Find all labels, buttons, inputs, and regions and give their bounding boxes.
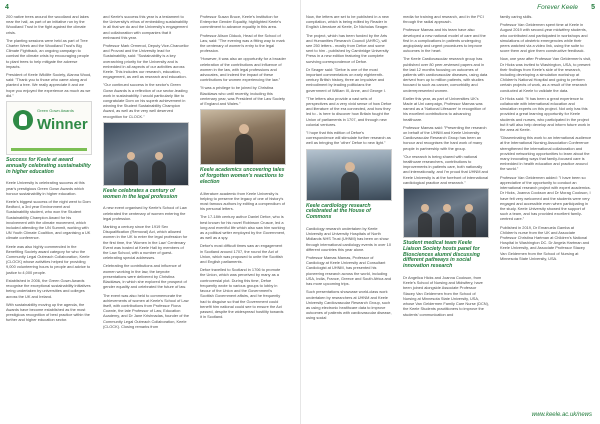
group-photo [403, 188, 489, 238]
paragraph: Established in 2006, the Green Gown Awards recognise the exceptional sustainability initiatives being undertaken by universities and colleges across the UK and Ireland. [6, 277, 91, 299]
tree-logo-icon [13, 110, 33, 130]
paragraph: Professor Alison Diduck, Head of the School of Law, said: "The evening was a fitting way to mark the centenary of women's entry to the legal profession. [200, 32, 285, 54]
paragraph: President of Keele Wildlife Society, Alanna Wood, said: "Thank you to those who came along and planted a tree. We really appreciate it and we hope you enjoyed the experience as much as we did." [6, 72, 92, 98]
paragraph: Professor Mamas and his team have also developed a new national model of care and the first in a complications in patients undergoing angioplasty and urgent procedures to improve outcomes in the heart. [403, 27, 486, 54]
article-headline: Keele celebrates a century of women in the legal profession [103, 187, 178, 200]
paragraph: A new event organised by Keele's School of Law celebrated the centenary of women entering the legal profession. [103, 205, 187, 221]
paragraph: and Keele's success this year is a testament to the University's ethos of embedding sustainability in all that we do and the University's engagement and collaboration with companies that it embraced this year. [103, 14, 188, 40]
column-3 [200, 14, 286, 322]
paragraph: Professor Mark Ormerod, Deputy Vice-Chancellor and Provost and the University lead for Sustainability, said: "Sustainability is a key overarching priority for the University and is embedded in all aspects of our activities across Keele. This includes our research, education, engagement, as well as research and education. [103, 43, 189, 80]
paragraph: "However, it was also an opportunity for a broader celebration of the contributions and influence of women in the law, with legal professions and advocates, and indeed the impact of these contributions for women experiencing the law." [200, 56, 286, 83]
paragraph: Such presentations showcase world-class work undertaken by researchers at UHNM and Keele University Cardiovascular Research Group, such as using electronic healthcare data to improve outcomes of patients with cardiovascular disease, using social [306, 289, 392, 321]
column-6 [500, 14, 592, 264]
paragraph: With sustainability moving up the agenda, the Awards have become established as the most prestigious recognition of best practice within the further and higher education sector. [6, 301, 90, 323]
paragraph: Keele University is celebrating success at this year's prestigious Green Gown Awards which honour sustainability in higher education. [6, 180, 85, 196]
paragraph: The Keele Cardiovascular research group has published over 80 peer-reviewed papers and in the last 12 months focusing on outcomes of patients with cardiovascular diseases, using data derived from up to million patients, with studies focused to such as cancer, comorbidity and underrepresented women. [403, 56, 488, 93]
paragraph: The project, which has been funded by the Arts and Humanities Research Council (AHRC), will see 250 letters - mostly from Defoe and some sent to him - published by Cambridge University Press in a new edition featuring the complete surviving correspondence of Defoe. [306, 32, 389, 64]
paragraph: Professor Mamas Mamas, Professor of Cardiology at Keele University and Consultant Cardiologist at UHNM, has presented his pioneering research across the world, including USA, India, France, Greece and South Africa and has more upcoming trips. [306, 255, 391, 287]
person-silhouette [124, 161, 138, 185]
article-headline: Student medical team Keele Liaison Society hosts panel for Biosciences alumni discussing different pathways in social innovation research [403, 240, 480, 270]
paragraph: Dr Hicks said: "It has been a great experience to collaborate with international education and simulation experts on this project. Not only has this provided a great learning opportunity for Keele students and nurses, who participated in the project but it will also help develop and inform future work in the area at Keele. [500, 95, 591, 133]
paragraph: Defoe travelled to Scotland in 1706 to promote the Union, which was perceived by many as a controversial plot. During this time, Defoe frequently wrote to various groups to lobby in favour of the Union and the Government's Scottish Government affairs, and he frequently had to disguise so that the Government could benefit him national could see to ensure the Act passed, despite the widespread hostility towards it in Scotland. [200, 267, 284, 320]
paragraph: "Disseminating this work to an international audience at the International Nursing Association Conference strengthened the international collaboration and provided networking opportunities to learn about the many innovating ways that family-focused care is embedded in health education and practice around the world." [500, 135, 592, 172]
award-graphic-word: Winner [37, 116, 88, 134]
paragraph: Celebrating the contributions and influence of women working in the law, the keynote presentations were delivered by Christina Blacklaws, in which she explored the prospect of gender equality and celebrated the future of law. [103, 263, 187, 290]
paragraph: Professor Susan Bruce, Keele's Institution for Enterprise Gender Equality, highlighted Keele's commitment to advance equality in this area. [200, 14, 282, 30]
paragraph: The event was also held to commemorate the achievements of women at Keele's School of Law itself, with contributions from Professor Fiona Cownie, the late Professor of Law, Education Academy, and Dr Jane Krishnadas, founder of the Community Legal Outreach Collaboration, Keele (CLOCK). Closing remarks from [103, 292, 190, 329]
paragraph: Keele's biggest success of the night went to Dom Bedford, a 3rd year Environment and Sustainability student, who won the Student Sustainability Champion Award for his involvement with the climate movement, which included attending the UN Summit, working with UN Youth Climate Coalition, and organising a UK climate conference. [6, 199, 91, 241]
person-head [155, 152, 163, 160]
award-graphic-text: Green Gown Awards [37, 108, 74, 114]
person-head [239, 124, 249, 134]
column-1 [6, 14, 92, 326]
person-silhouette [152, 161, 166, 185]
person-silhouette [418, 213, 432, 237]
paragraph: Keele was also highly commended in the Benefiting Society award category for who the Community Legal Outreach Collaboration, Keele (CLOCK) whose activities helped for providing 9,000 volunteering hours to people and advice to justice to 4,000 people. [6, 243, 91, 275]
person-silhouette [462, 213, 476, 237]
paragraph: Professor Van Geldermen spent time at Keele in August 2019 with second-year midwifery students, who contributed and participated in workshops and simulations of obstetric emergencies while their peers watched via a video link, using the suite to score them and give them constructive feedback. [500, 22, 588, 54]
right-page-number: 5 [591, 4, 595, 11]
person-silhouette [440, 213, 454, 237]
running-head: Forever Keele [537, 4, 578, 11]
paragraph: family caring skills. [500, 14, 533, 19]
person-head [465, 204, 473, 212]
paragraph: "Our continued success in the sector's Green Gown Awards is a reflection of our sector-leading work in sustainability. I would particularly like to congratulate Dom on his superb achievement in winning the Student Sustainability Champion Award, as well as the very well deserved recognition for CLOCK." [103, 82, 188, 119]
paragraph: "It was a privilege to be joined by Christina Blacklaws who until recently, including this centenary year, was President of the Law Society of England and Wales." [200, 85, 285, 107]
paragraph: Now, the letters are set to be published in a new compilation, which is being edited by Reader in English Literature at Keele, Dr Nicholas Seager. [306, 14, 389, 30]
person-head [421, 204, 429, 212]
paragraph: Earlier this year, as part of Universities UK's Made at Uni campaign, Professor Mamas was named as a 'National Lifesaver' in recognition of his excellent contributions to advancing healthcare. [403, 95, 486, 122]
left-page-number: 4 [5, 4, 9, 11]
column-2 [103, 14, 189, 332]
paragraph: The 17-18th century author Daniel Defoe, who is best known for his novel Robinson Crusoe, led a long and eventful life which also saw him working as a political writer employed by the Government, as well as a spy. [200, 214, 286, 241]
paragraph: "The letters also provide a vast sets of perspectives and a very vivid sense of how Defoe and literature of the era connected, and how they led to - is here to discover how Britain fought the Union of parliaments in 1707, and through new colonial ventures. [306, 95, 392, 127]
person-head [443, 204, 451, 212]
award-logo [6, 101, 92, 155]
paragraph: Defoe's most difficult times saw an engagement in Scotland around 1707, the round the Act of Union, which was proposed to unite the Scottish and English parliaments. [200, 243, 283, 265]
paragraph: Cardiology research undertaken by Keele University and University Hospitals of North Midlands NHS Trust (UHNM) has been on show through international cardiology events in over 10 different countries this year alone. [306, 226, 391, 252]
paragraph: Marking a century since the 1919 Sex Disqualification (Removal) Act, which allowed women in the UK to enter the legal profession for the first time, the 'Women in the Law' Centenary Event was hosted at Keele Hall by members of the Law School, with a number of guest-celebrating special addresses. [103, 224, 188, 261]
article-headline: Success for Keele at award annually celebrating sustainability in higher education [6, 157, 91, 175]
person-silhouette [235, 134, 253, 164]
article-headline: Keele academics uncovering tales of forgotten women's reactions to election [200, 167, 285, 185]
paragraph: 200 native trees around the woodland and lakes near the hall, as part of an initiative run by the Woodland Trust in the fight against the climate crisis. [6, 14, 89, 35]
person-head [127, 152, 135, 160]
paragraph: Dr Seager said: "Defoe is one of the most important commentators on early eighteenth-century British history, three an impulsive and embodiment by leading politicians the government of William III, Anne, and George I. [306, 66, 386, 93]
column-4 [306, 14, 392, 324]
paragraph: "Our research is being shared with national healthcare researchers, contributions to improvements in patients care, both nationally and internationally, and I'm proud that UHNM and Keele University is at the forefront of international cardiological practice and research." [403, 153, 489, 185]
paragraph: Published in 2019, Dr Emanuela Gamba at Children's nurse from the UK and Associate Professor Christina Hartman at Children's National Hospital in Washington DC. Dr Angela Hartman and Keele University, and Associate Professor Stacey Van Geldermen from the School of Nursing at Minnesota State University, USA. [500, 224, 590, 261]
paragraph: Professor Mamas said: "Presenting the research on behalf of the UHNM and Keele University Cardiovascular Research Group has been an honour and recognises the hard work of many people in partnership with the group. [403, 124, 487, 151]
website-link[interactable]: www.keele.ac.uk/news [531, 412, 592, 418]
paragraph: Now, one year after Professor Van Geldermen's visit, Dr Hicks was invited to Washington, USA, to present their findings from Keele's side of the research, including developing a simulation workshop at Children's National Hospital and going to perform certain projects of work, as a result of the research conducted at Keele to validate the data. [500, 56, 592, 93]
paragraph: A literature academic from Keele University is helping to preserve the legacy of one of history's most famous authors by editing a compendium of his personal letters. [200, 190, 285, 212]
paragraph: Professor Van Geldermen added: "I have been so appreciative of the opportunity to conduct an international research project with expert academics. Dr Hicks, Joanna Cookson and Dr Morag Cookson, I have felt very welcomed and the students were very engaged and accessible even when participating in the study. Keele University showed the support of such a team, and has provided excellent family-centred care." [500, 174, 591, 222]
paragraph: media for training and research, and in the PCI through the radial approach. [403, 14, 484, 25]
paragraph: Dr Angelica Hicks and Joanna Cookson, from Keele's School of Nursing and Midwifery, have been joined alongside Associate Professor Stacey Van Geldermen from the School of Nursing at Minnesota State University, USA, whose Van Geldermen Family Care Nurse (DCN), the Keele Students practitioners to improve the students' communication and [403, 275, 489, 317]
decorative-bar [11, 148, 87, 151]
portrait-photo [306, 149, 392, 201]
event-photo [103, 122, 189, 186]
portrait-photo [200, 109, 286, 165]
person-silhouette [341, 172, 359, 200]
column-5 [403, 14, 489, 320]
page-spread-divider [300, 0, 301, 424]
paragraph: The planting sessions were held as part of Tree Charter Week and the Woodland Trust's Big Climate Fightback, an ongoing campaign to combat the climate crisis by encouraging people to plant trees to help mitigate the adverse impacts. [6, 37, 90, 69]
paragraph: "I hope that this edition of Defoe's correspondence will stimulate further research as well as bringing the 'other' Defoe to new light." [306, 130, 391, 146]
person-head [345, 162, 355, 172]
article-headline: Keele cardiology research celebrated at the House of Commons [306, 202, 371, 221]
